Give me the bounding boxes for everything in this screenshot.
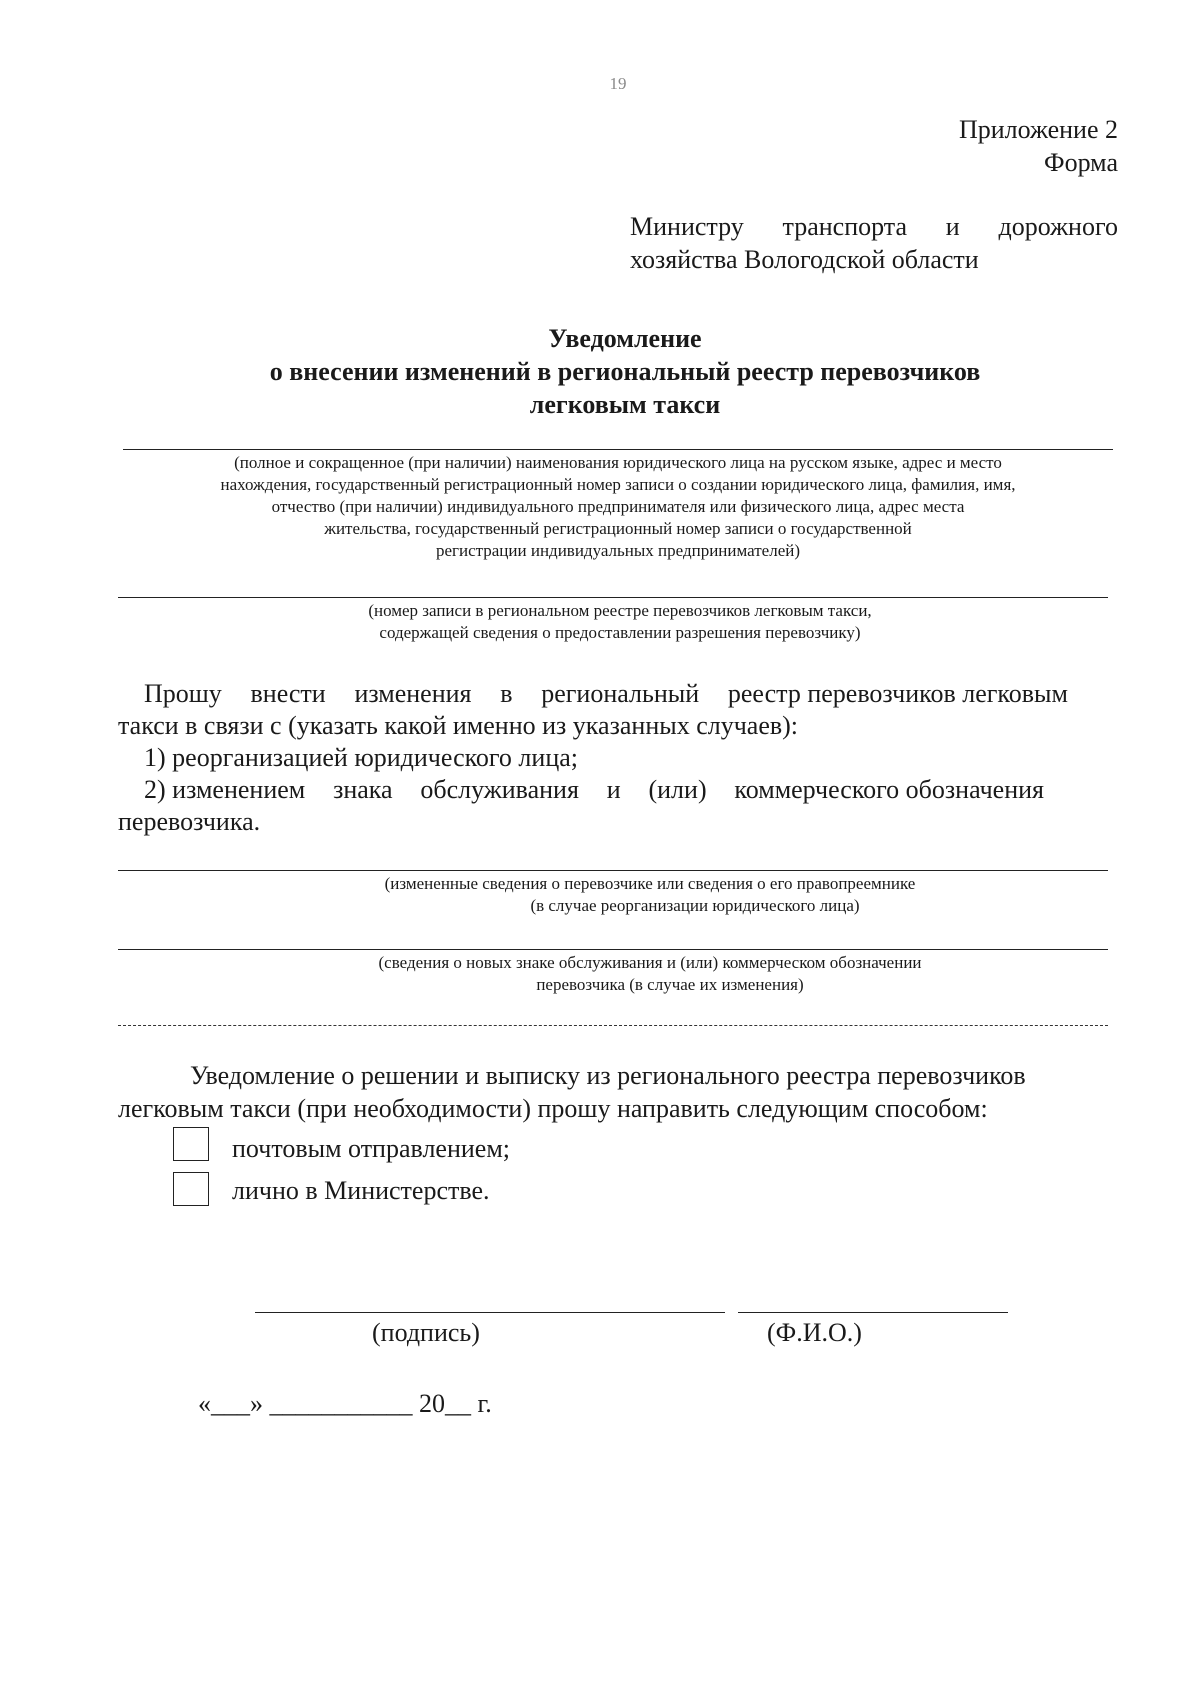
addressee: [630, 210, 1118, 276]
request-word: реестр перевозчиков легковым: [727, 679, 1068, 708]
title-line-3: легковым такси: [529, 390, 721, 419]
date-open-quote: «: [198, 1389, 211, 1418]
applicant-field-line[interactable]: [123, 449, 1113, 450]
request-word: и: [606, 775, 621, 804]
request-item-2: [118, 774, 1044, 806]
request-word: внести: [250, 679, 326, 708]
addressee-word: дорожного: [998, 212, 1118, 241]
signature-line[interactable]: [255, 1312, 725, 1313]
form-label: Форма: [1044, 148, 1118, 177]
changed-info-field-line[interactable]: [118, 870, 1108, 871]
title-line-1: Уведомление: [548, 324, 702, 353]
addressee-line-1: [630, 210, 1118, 243]
date-suffix: г.: [477, 1389, 492, 1418]
request-word: в: [500, 679, 513, 708]
registry-caption: [200, 600, 1040, 644]
extra-field-line[interactable]: [118, 1025, 1108, 1026]
mail-checkbox[interactable]: [173, 1127, 209, 1161]
title-line-2: о внесении изменений в региональный реестр перевозчиков: [269, 357, 981, 386]
caption-line: (сведения о новых знаке обслуживания и (или) коммерческом обозначении: [378, 953, 922, 972]
applicant-caption: [120, 452, 1116, 562]
sign-caption: [270, 952, 1030, 996]
caption-line: (измененные сведения о перевозчике или сведения о его правопреемнике: [384, 874, 916, 893]
signature-label: (подпись): [372, 1318, 480, 1347]
appendix-label: Приложение 2: [958, 115, 1118, 144]
addressee-word: транспорта: [782, 212, 907, 241]
full-name-label: (Ф.И.О.): [767, 1318, 862, 1347]
request-word: 2) изменением: [144, 775, 306, 804]
request-item-2-continued: перевозчика.: [118, 807, 261, 836]
date-line: [198, 1388, 492, 1420]
delivery-line-2: легковым такси (при необходимости) прошу направить следующим способом:: [118, 1094, 988, 1123]
request-word: обслуживания: [420, 775, 579, 804]
date-year-prefix: 20: [419, 1389, 445, 1418]
page-number: 19: [609, 74, 627, 93]
option-mail-label: почтовым отправлением;: [232, 1134, 511, 1163]
personal-checkbox[interactable]: [173, 1172, 209, 1206]
request-word: коммерческого обозначения: [734, 775, 1044, 804]
addressee-line-2: хозяйства Вологодской области: [630, 245, 979, 274]
caption-line: отчество (при наличии) индивидуального предпринимателя или физического лица, адрес места: [271, 497, 965, 516]
request-item-1: 1) реорганизацией юридического лица;: [144, 743, 579, 772]
caption-line: регистрации индивидуальных предпринимателей): [435, 541, 801, 560]
delivery-line-1: Уведомление о решении и выписку из регионального реестра перевозчиков: [190, 1061, 1026, 1090]
caption-line: (полное и сокращенное (при наличии) наименования юридического лица на русском языке, адрес и место: [234, 453, 1002, 472]
caption-line: содержащей сведения о предоставлении разрешения перевозчику): [379, 623, 861, 642]
request-line-2: такси в связи с (указать какой именно из указанных случаев):: [118, 711, 799, 740]
request-word: Прошу: [144, 679, 222, 708]
caption-line: нахождения, государственный регистрационный номер записи о создании юридического лица, фамилия, имя,: [220, 475, 1016, 494]
addressee-word: и: [945, 212, 960, 241]
request-word: (или): [648, 775, 707, 804]
caption-line: перевозчика (в случае их изменения): [536, 975, 804, 994]
caption-line: (номер записи в региональном реестре перевозчиков легковым такси,: [368, 601, 872, 620]
date-day-blank[interactable]: ___: [211, 1389, 250, 1418]
request-word: знака: [333, 775, 393, 804]
date-close-quote: »: [250, 1389, 263, 1418]
date-month-blank[interactable]: ___________: [269, 1389, 413, 1418]
caption-line: жительства, государственный регистрационный номер записи о государственной: [324, 519, 912, 538]
request-paragraph: [118, 678, 1068, 838]
addressee-word: Министру: [630, 212, 744, 241]
option-personal-label: лично в Министерстве.: [232, 1176, 490, 1205]
full-name-line[interactable]: [738, 1312, 1008, 1313]
request-word: региональный: [541, 679, 700, 708]
registry-record-field-line[interactable]: [118, 597, 1108, 598]
request-line-1: [118, 678, 1068, 710]
new-sign-field-line[interactable]: [118, 949, 1108, 950]
document-title: [120, 322, 1130, 421]
request-word: изменения: [354, 679, 472, 708]
changes-caption: [270, 873, 1030, 917]
caption-line: (в случае реорганизации юридического лица): [530, 896, 860, 915]
date-year-blank[interactable]: __: [445, 1389, 471, 1418]
